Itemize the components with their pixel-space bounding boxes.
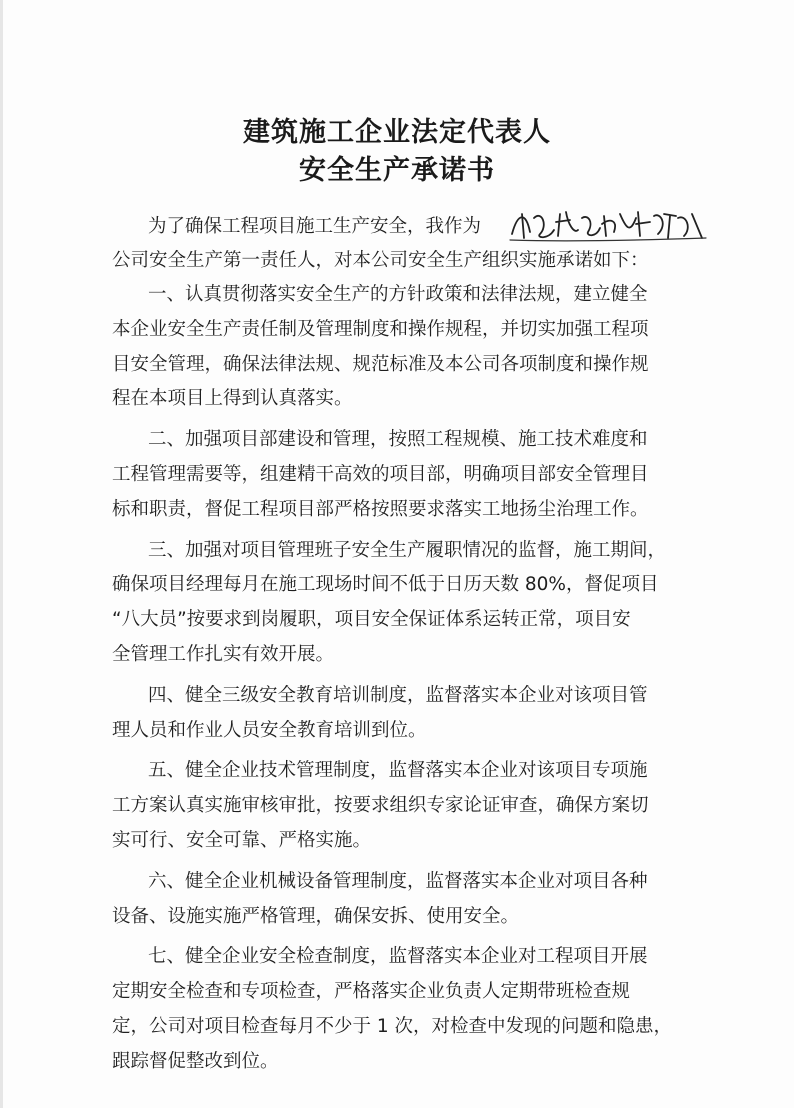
paragraph-1-line-3: 目安全管理，确保法律法规、规范标准及本公司各项制度和操作规: [112, 353, 649, 375]
paragraph-2-line-3: 标和职责，督促工程项目部严格按照要求落实工地扬尘治理工作。: [112, 498, 649, 520]
paragraph-7-line-3: 定，公司对项目检查每月不少于 1 次，对检查中发现的问题和隐患，: [112, 1016, 673, 1037]
paragraph-7-line-2: 定期安全检查和专项检查，严格落实企业负责人定期带班检查规: [112, 981, 631, 1003]
paragraph-4-line-2: 理人员和作业人员安全教育培训到位。: [112, 719, 427, 741]
handwritten-company-name: [508, 204, 708, 244]
paragraph-1-line-1: 一、认真贯彻落实安全生产的方针政策和法律法规，建立健全: [148, 284, 648, 305]
paragraph-7-line-4: 跟踪督促整改到位。: [112, 1050, 279, 1072]
paragraph-5-line-3: 实可行、安全可靠、严格实施。: [112, 830, 372, 851]
intro-line-1: [148, 212, 481, 238]
paragraph-5-line-2: 工方案认真实施审核审批，按要求组织专家论证审查，确保方案切: [112, 795, 649, 817]
intro-prefix: 为了确保工程项目施工生产安全，我作为: [148, 216, 482, 237]
paragraph-3-line-1: 三、加强对项目管理班子安全生产履职情况的监督，施工期间，: [148, 539, 667, 561]
paragraph-6-line-1: 六、健全企业机械设备管理制度，监督落实本企业对项目各种: [148, 870, 648, 892]
paragraph-4-line-1: 四、健全三级安全教育培训制度，监督落实本企业对该项目管: [148, 684, 648, 706]
paragraph-3-line-3: “八大员”按要求到岗履职，项目安全保证体系运转正常，项目安: [112, 609, 631, 631]
paragraph-2-line-1: 二、加强项目部建设和管理，按照工程规模、施工技术难度和: [148, 429, 648, 451]
intro-line-2: 公司安全生产第一责任人，对本公司安全生产组织实施承诺如下：: [112, 250, 649, 271]
paragraph-1-line-2: 本企业安全生产责任制及管理制度和操作规程，并切实加强工程项: [112, 318, 649, 340]
paragraph-7-line-1: 七、健全企业安全检查制度，监督落实本企业对工程项目开展: [148, 946, 648, 968]
paragraph-2-line-2: 工程管理需要等，组建精干高效的项目部，明确项目部安全管理目: [112, 464, 649, 485]
document-title-line1: 建筑施工企业法定代表人: [243, 117, 551, 148]
document-body: [112, 212, 692, 1072]
paragraph-6-line-2: 设备、设施实施严格管理，确保安拆、使用安全。: [112, 905, 520, 927]
paragraph-3-line-4: 全管理工作扎实有效开展。: [112, 644, 335, 665]
paragraph-5-line-1: 五、健全企业技术管理制度，监督落实本企业对该项目专项施: [148, 760, 648, 782]
document-title-line2: 安全生产承诺书: [299, 155, 495, 186]
paragraph-3-line-2: 确保项目经理每月在施工现场时间不低于日历天数 80%，督促项目: [112, 574, 659, 596]
paragraph-1-line-4: 程在本项目上得到认真落实。: [112, 388, 353, 410]
